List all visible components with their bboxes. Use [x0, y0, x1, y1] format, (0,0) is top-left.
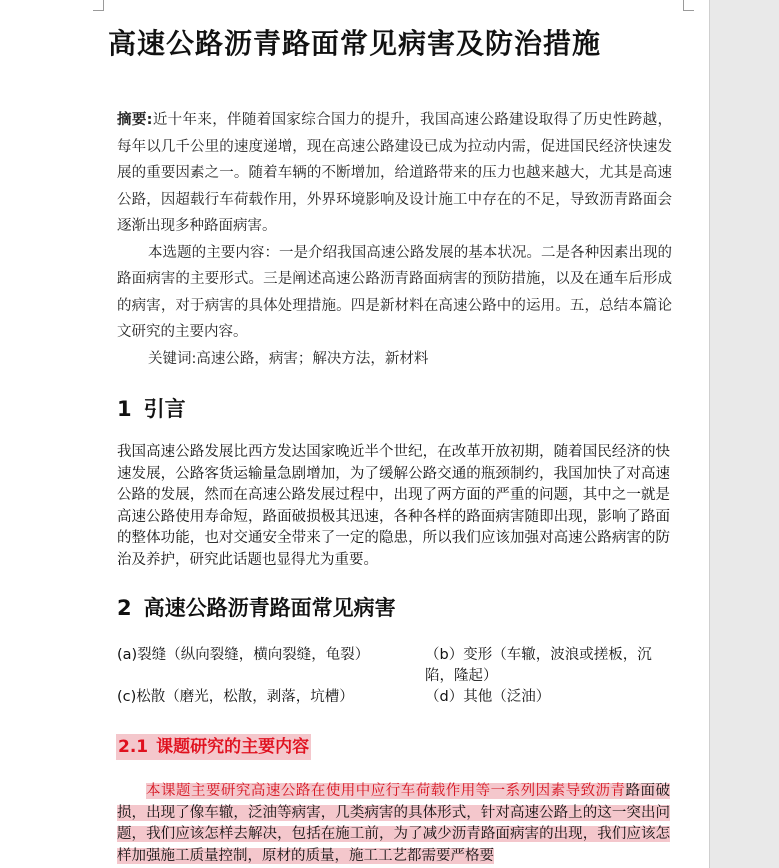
disease-list: [117, 645, 673, 708]
section-number: 2.1: [118, 737, 149, 757]
list-row: [117, 645, 673, 687]
abstract-text: 近十年来，伴随着国家综合国力的提升，我国高速公路建设取得了历史性跨越，每年以几千公里的速度递增，现在高速公路建设已成为拉动内需，促进国民经济快速发展的重要因素之一。随着车辆的不断增加，给道路带来的压力也越来越大，尤其是高速公路，因超载行车荷载作用，外界环境影响及设计施工中存在的不足，导致沥青路面会逐渐出现多种路面病害。: [117, 112, 672, 234]
keywords-label: 关键词:: [148, 350, 197, 367]
section-1-heading: [117, 394, 186, 424]
highlighted-text: 路面破损，出现了像车辙，泛油等病害，几类病害的具体形式，针对高速公路上的这一突出问题，我们应该怎样去解决，包括在施工前，为了减少沥青路面病害的出现，我们应该怎样加强施工质量控制，原材的质量，施工工艺都需要严格要: [117, 783, 671, 864]
section-number: 1: [117, 397, 132, 421]
list-row: [117, 687, 673, 708]
paragraph: [117, 781, 670, 867]
section-title: 高速公路沥青路面常见病害: [143, 596, 396, 620]
page-corner-mark: [93, 0, 104, 11]
list-item: (a)裂缝（纵向裂缝，横向裂缝，龟裂）: [117, 647, 370, 663]
highlighted-text-red: 本课题主要研究高速公路在使用中应行车荷载作用等一系列因素导致沥青: [146, 783, 626, 799]
abstract-block: [117, 107, 672, 372]
list-item: （d）其他（泛油）: [425, 689, 551, 705]
paragraph: 我国高速公路发展比西方发达国家晚近半个世纪，在改革开放初期，随着国民经济的快速发展，公路客货运输量急剧增加，为了缓解公路交通的瓶颈制约，我国加快了对高速公路的发展，然而在高速公路发展过程中，出现了两方面的严重的问题，其中之一就是高速公路使用寿命短，路面破损极其迅速，各种各样的路面病害随即出现，影响了路面的整体功能，也对交通安全带来了一定的隐患，所以我们应该加强对高速公路病害的防治及养护，研究此话题也显得尤为重要。: [117, 444, 670, 568]
keywords-line: [117, 346, 672, 373]
list-item: （b）变形（车辙，波浪或搓板，沉陷，隆起）: [425, 647, 652, 684]
abstract-label: 摘要:: [117, 112, 153, 128]
section-number: 2: [117, 596, 132, 620]
list-item: (c)松散（磨光，松散，剥落，坑槽）: [117, 689, 354, 705]
abstract-paragraph: [117, 107, 672, 240]
section-2-1-heading: [116, 734, 311, 760]
workspace-background: [709, 0, 779, 868]
abstract-paragraph-2: 本选题的主要内容：一是介绍我国高速公路发展的基本状况。二是各种因素出现的路面病害的主要形式。三是阐述高速公路沥青路面病害的预防措施，以及在通车后形成的病害，对于病害的具体处理措施。四是新材料在高速公路中的运用。五，总结本篇论文研究的主要内容。: [117, 244, 672, 340]
section-2-heading: [117, 593, 396, 623]
section-2-1-body: [117, 781, 670, 867]
section-title: 引言: [143, 397, 186, 421]
document-title: 高速公路沥青路面常见病害及防治措施: [107, 27, 601, 60]
section-1-body: [117, 442, 670, 571]
page-corner-mark: [683, 0, 694, 11]
section-title: 课题研究的主要内容: [156, 737, 310, 757]
keywords-text: 高速公路，病害；解决方法，新材料: [196, 350, 429, 367]
